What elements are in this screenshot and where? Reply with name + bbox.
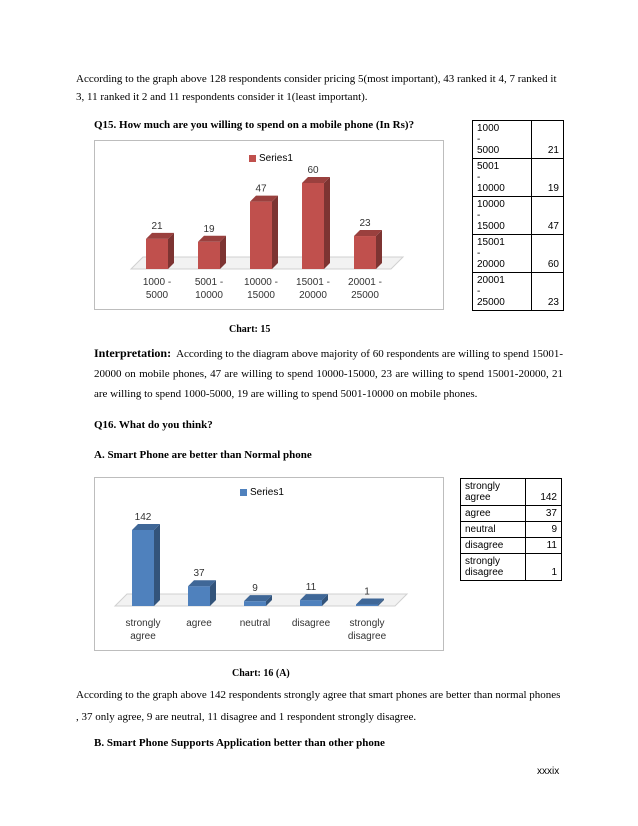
table-row	[461, 479, 562, 506]
q16-title: Q16. What do you think?	[94, 419, 213, 431]
table-label-cell: disagree	[461, 538, 526, 554]
bar	[188, 580, 216, 606]
category-label: neutral	[239, 618, 271, 629]
table-value-cell: 21	[531, 121, 563, 159]
category-label: disagree	[291, 618, 331, 629]
table-row	[473, 235, 564, 273]
bar-front	[198, 242, 220, 269]
table-value-cell: 1	[526, 554, 562, 581]
q16a-summary-paragraph: According to the graph above 142 respondents strongly agree that smart phones are better than normal phones , 37 only agree, 9 are neutral, 11 disagree and 1 respondent strongly disagree.	[76, 689, 561, 723]
table-row	[473, 159, 564, 197]
interpretation-text: According to the diagram above majority of 60 respondents are willing to spend 15001-20000 on mobile phones, 47 are willing to spend 10000-15000, 23 are willing to spend 15001-20000, 21 are willing to spend 1000-5000, 19 are willing to spend 5001-10000 on mobile phones.	[94, 348, 563, 400]
table-label-cell: strongly disagree	[461, 554, 526, 581]
category-label: 10000 -	[244, 277, 278, 288]
bar	[146, 233, 174, 269]
data-label: 23	[359, 218, 371, 230]
table-label-cell: 20001 - 25000	[473, 273, 532, 311]
bar	[198, 236, 226, 269]
q16a-table	[460, 478, 562, 581]
bar	[354, 230, 382, 269]
table-value-cell: 47	[531, 197, 563, 235]
legend-series-name: Series1	[250, 487, 284, 498]
category-label: 1000 -	[142, 277, 172, 288]
table-label-cell: 5001 - 10000	[473, 159, 532, 197]
bar-front	[132, 530, 154, 606]
bar-side	[324, 177, 330, 269]
bar-front	[146, 239, 168, 269]
table-value-cell: 23	[531, 273, 563, 311]
bar-side	[154, 524, 160, 606]
bar-front	[300, 600, 322, 606]
bar-front	[188, 586, 210, 606]
table-label-cell: 10000 - 15000	[473, 197, 532, 235]
category-label: 20000	[299, 290, 327, 301]
table-row	[461, 522, 562, 538]
chart-15-plot	[95, 141, 443, 309]
category-label: 5000	[145, 290, 169, 301]
data-label: 37	[193, 568, 205, 580]
chart-16a	[94, 477, 444, 651]
table-row	[461, 506, 562, 522]
table-label-cell: strongly agree	[461, 479, 526, 506]
data-label: 47	[255, 183, 267, 195]
bar-side	[272, 196, 278, 269]
table-label-cell: 1000 - 5000	[473, 121, 532, 159]
data-label: 142	[134, 512, 152, 523]
bar-front	[302, 183, 324, 269]
data-label: 11	[305, 582, 317, 594]
chart-15-caption: Chart: 15	[229, 324, 271, 335]
bar	[132, 524, 160, 606]
table-row	[473, 121, 564, 159]
category-label: 10000	[195, 290, 223, 301]
category-label: strongly	[125, 618, 161, 629]
bar	[302, 177, 330, 269]
table-row	[473, 197, 564, 235]
chart-16a-caption: Chart: 16 (A)	[232, 668, 290, 679]
q16-subheading-a: A. Smart Phone are better than Normal phone	[94, 449, 312, 461]
bar-front	[354, 236, 376, 269]
interpretation-paragraph	[94, 343, 563, 404]
bar-front	[244, 601, 266, 606]
table-value-cell: 9	[526, 522, 562, 538]
table-label-cell: 15001 - 20000	[473, 235, 532, 273]
legend-series-name: Series1	[259, 153, 293, 164]
bar-side	[168, 233, 174, 269]
bar-side	[376, 230, 382, 269]
bar	[250, 196, 278, 269]
q15-table	[472, 120, 564, 311]
q15-title: Q15. How much are you willing to spend on a mobile phone (In Rs)?	[94, 119, 415, 131]
category-label: agree	[186, 618, 212, 629]
intro-paragraph: According to the graph above 128 respondents consider pricing 5(most important), 43 ranked it 4, 7 ranked it 3, 11 ranked it 2 and 11 respondents consider it 1(least important).	[76, 73, 557, 103]
page-number: xxxix	[537, 766, 560, 777]
category-label: strongly	[349, 618, 385, 629]
table-value-cell: 37	[526, 506, 562, 522]
table-value-cell: 142	[526, 479, 562, 506]
table-value-cell: 19	[531, 159, 563, 197]
table-row	[473, 273, 564, 311]
category-label: 15000	[247, 290, 275, 301]
table-label-cell: agree	[461, 506, 526, 522]
table-value-cell: 60	[531, 235, 563, 273]
category-label: 15001 -	[296, 277, 330, 288]
category-label: disagree	[347, 631, 387, 642]
category-label: agree	[130, 631, 156, 642]
bar-front	[356, 605, 378, 607]
table-label-cell: neutral	[461, 522, 526, 538]
interpretation-label: Interpretation:	[94, 346, 172, 360]
data-label: 9	[252, 583, 258, 595]
q16-subheading-b: B. Smart Phone Supports Application better than other phone	[94, 737, 385, 749]
category-label: 25000	[351, 290, 379, 301]
table-value-cell: 11	[526, 538, 562, 554]
category-label: 20001 -	[348, 277, 382, 288]
data-label: 19	[203, 223, 215, 235]
chart-16a-plot	[95, 478, 443, 650]
category-label: 5001 -	[194, 277, 224, 288]
table-row	[461, 554, 562, 581]
data-label: 60	[307, 165, 319, 176]
chart-15	[94, 140, 444, 310]
table-row	[461, 538, 562, 554]
data-label: 21	[151, 220, 163, 232]
bar-front	[250, 202, 272, 269]
data-label: 1	[364, 586, 370, 598]
